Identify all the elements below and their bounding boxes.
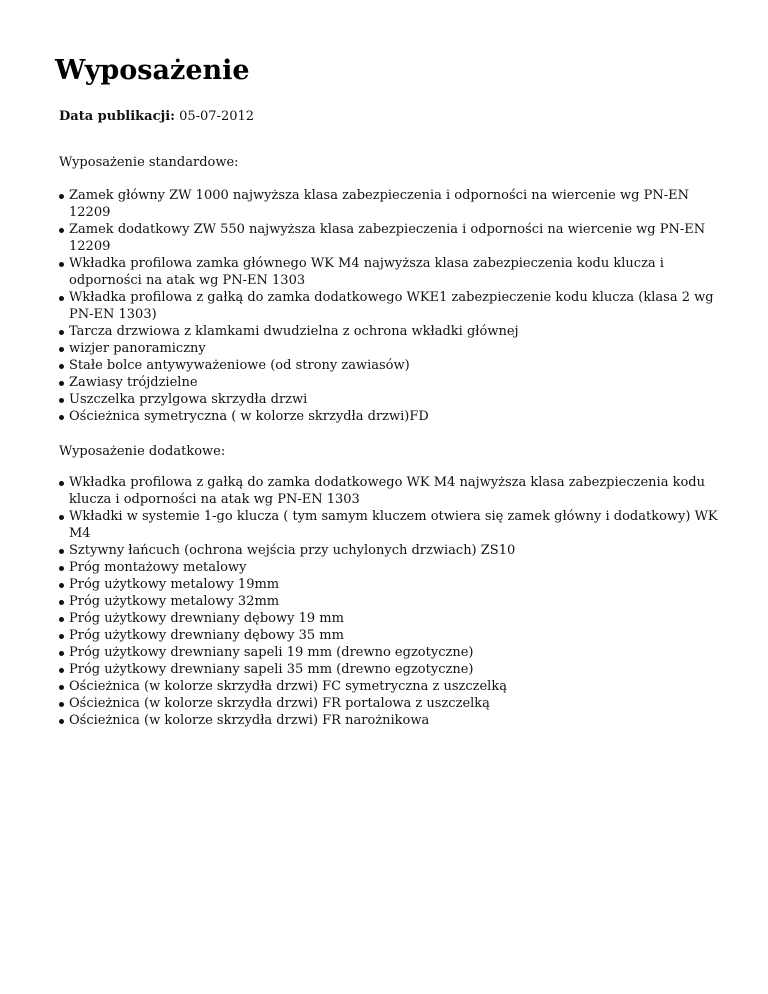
standard-equipment-list bbox=[59, 187, 719, 425]
list-item: Próg użytkowy drewniany sapeli 35 mm (drewno egzotyczne) bbox=[59, 661, 719, 678]
list-item: Próg użytkowy metalowy 32mm bbox=[59, 593, 719, 610]
list-item: Próg użytkowy drewniany sapeli 19 mm (drewno egzotyczne) bbox=[59, 644, 719, 661]
list-item: Stałe bolce antywyważeniowe (od strony zawiasów) bbox=[59, 357, 719, 374]
page-title: Wyposażenie bbox=[55, 55, 250, 86]
additional-equipment-list bbox=[59, 474, 719, 729]
list-item: wizjer panoramiczny bbox=[59, 340, 719, 357]
list-item: Ościeżnica (w kolorze skrzydła drzwi) FR portalowa z uszczelką bbox=[59, 695, 719, 712]
publication-date bbox=[59, 108, 254, 125]
list-item: Zamek dodatkowy ZW 550 najwyższa klasa zabezpieczenia i odporności na wiercenie wg PN-EN 12209 bbox=[59, 221, 719, 255]
list-item: Próg użytkowy metalowy 19mm bbox=[59, 576, 719, 593]
publication-date-value: 05-07-2012 bbox=[179, 109, 255, 124]
list-item: Zamek główny ZW 1000 najwyższa klasa zabezpieczenia i odporności na wiercenie wg PN-EN 12209 bbox=[59, 187, 719, 221]
list-item: Próg montażowy metalowy bbox=[59, 559, 719, 576]
list-item: Próg użytkowy drewniany dębowy 35 mm bbox=[59, 627, 719, 644]
list-item: Uszczelka przylgowa skrzydła drzwi bbox=[59, 391, 719, 408]
list-item: Próg użytkowy drewniany dębowy 19 mm bbox=[59, 610, 719, 627]
list-item: Wkładki w systemie 1-go klucza ( tym samym kluczem otwiera się zamek główny i dodatkowy) WK M4 bbox=[59, 508, 719, 542]
list-item: Ościeżnica (w kolorze skrzydła drzwi) FC symetryczna z uszczelką bbox=[59, 678, 719, 695]
list-item: Wkładka profilowa z gałką do zamka dodatkowego WK M4 najwyższa klasa zabezpieczenia kodu klucza i odporności na atak wg PN-EN 1303 bbox=[59, 474, 719, 508]
list-item: Wkładka profilowa zamka głównego WK M4 najwyższa klasa zabezpieczenia kodu klucza i odporności na atak wg PN-EN 1303 bbox=[59, 255, 719, 289]
list-item: Zawiasy trójdzielne bbox=[59, 374, 719, 391]
publication-date-label: Data publikacji: bbox=[59, 109, 175, 124]
list-item: Tarcza drzwiowa z klamkami dwudzielna z ochrona wkładki głównej bbox=[59, 323, 719, 340]
additional-equipment-heading: Wyposażenie dodatkowe: bbox=[59, 444, 226, 459]
list-item: Sztywny łańcuch (ochrona wejścia przy uchylonych drzwiach) ZS10 bbox=[59, 542, 719, 559]
list-item: Wkładka profilowa z gałką do zamka dodatkowego WKE1 zabezpieczenie kodu klucza (klasa 2 wg PN-EN 1303) bbox=[59, 289, 719, 323]
standard-equipment-heading: Wyposażenie standardowe: bbox=[59, 155, 239, 170]
list-item: Ościeżnica (w kolorze skrzydła drzwi) FR narożnikowa bbox=[59, 712, 719, 729]
list-item: Ościeżnica symetryczna ( w kolorze skrzydła drzwi)FD bbox=[59, 408, 719, 425]
